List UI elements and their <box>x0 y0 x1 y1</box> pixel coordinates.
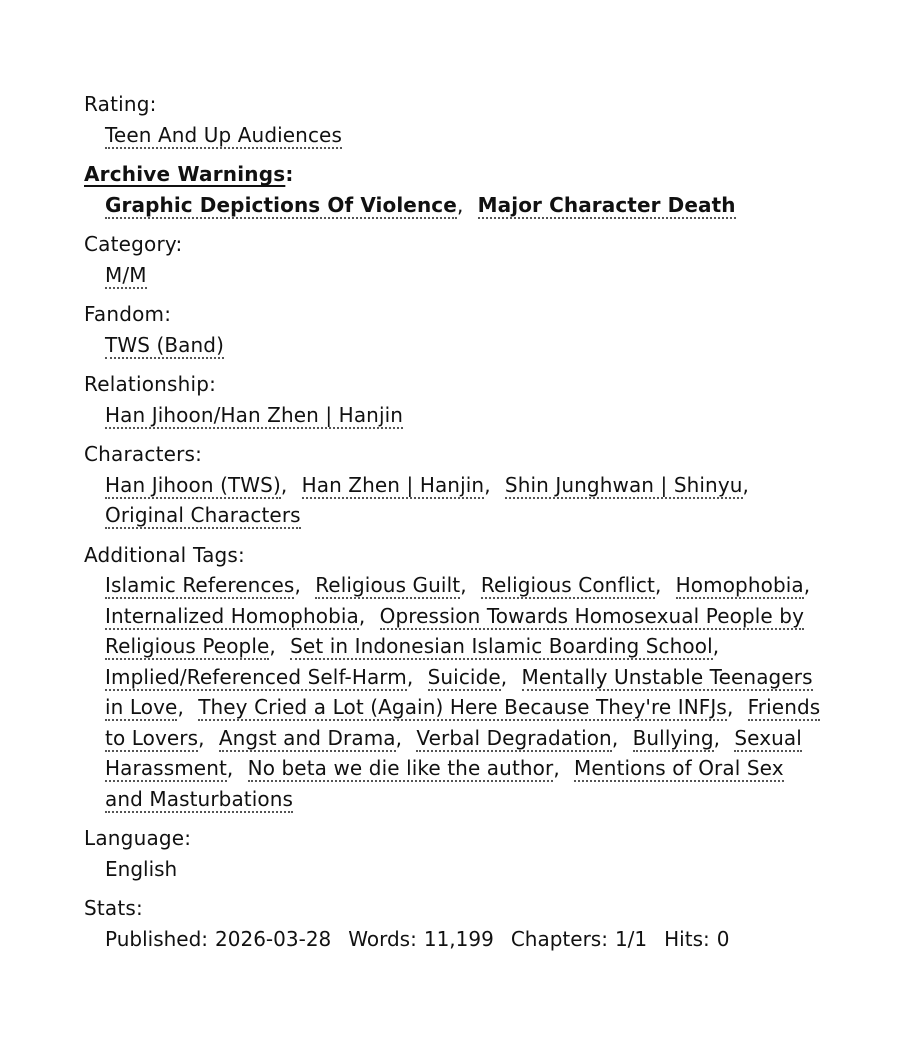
chapters-label: Chapters: <box>510 926 608 951</box>
tag-separator: , <box>198 725 205 750</box>
freeform-tag[interactable]: Internalized Homophobia <box>105 603 359 628</box>
tag-separator: , <box>500 664 508 689</box>
character-tags <box>84 470 824 531</box>
tag-separator: , <box>269 634 276 658</box>
freeform-tag[interactable]: Islamic References <box>105 573 295 597</box>
words-label: Words: <box>348 926 417 951</box>
tag-separator: , <box>395 725 403 750</box>
language-value: English <box>105 856 178 881</box>
warnings-label <box>84 159 824 190</box>
freeform-tags <box>84 570 824 814</box>
tag-separator: , <box>712 634 720 658</box>
category-group <box>84 229 824 290</box>
words-value: 11,199 <box>423 926 494 951</box>
freeform-tag[interactable]: Bullying <box>632 725 714 750</box>
tag-separator: , <box>226 756 234 780</box>
additional-tags-label: Additional Tags: <box>84 542 245 567</box>
rating-label: Rating: <box>84 92 157 116</box>
tag-separator: , <box>713 725 720 750</box>
fandom-tags <box>84 330 824 361</box>
freeform-tag[interactable]: Sexual Harassment <box>105 725 802 780</box>
relationship-tags <box>84 400 824 431</box>
category-tags <box>84 260 824 291</box>
tag-separator: , <box>294 573 301 597</box>
character-tag[interactable]: Original Characters <box>105 503 301 527</box>
published-label: Published: <box>105 926 209 951</box>
fandom-label: Fandom: <box>84 302 172 326</box>
freeform-tag[interactable]: Religious Guilt <box>315 573 461 597</box>
characters-group <box>84 439 824 531</box>
characters-label: Characters: <box>84 442 203 466</box>
freeform-tag[interactable]: Homophobia <box>675 573 804 597</box>
archive-warnings-link[interactable]: Archive Warnings <box>84 162 286 186</box>
relationship-tag[interactable]: Han Jihoon/Han Zhen | Hanjin <box>105 402 404 427</box>
category-label: Category: <box>84 232 183 256</box>
stats-values <box>84 924 824 955</box>
rating-tags <box>84 120 824 151</box>
freeform-tag[interactable]: Mentally Unstable Teenagers in Love <box>105 664 813 719</box>
freeform-tag[interactable]: Opression Towards Homosexual People by Religious People <box>105 603 805 658</box>
tag-separator: , <box>460 573 467 597</box>
fandom-tag[interactable]: TWS (Band) <box>105 332 224 357</box>
freeform-tag[interactable]: Suicide <box>427 664 501 689</box>
published-value: 2026-03-28 <box>215 926 332 951</box>
stats-group <box>84 893 824 954</box>
warning-tag[interactable]: Graphic Depictions Of Violence <box>105 192 457 217</box>
warning-tags <box>84 190 824 221</box>
freeform-tag[interactable]: Verbal Degradation <box>416 725 612 750</box>
category-tag[interactable]: M/M <box>105 262 147 287</box>
rating-group <box>84 89 824 150</box>
language-group <box>84 823 824 884</box>
tag-separator: , <box>803 573 811 597</box>
freeform-tag[interactable]: No beta we die like the author <box>247 756 554 780</box>
rating-tag[interactable]: Teen And Up Audiences <box>105 122 342 147</box>
freeform-tag[interactable]: They Cried a Lot (Again) Here Because They're INFJs <box>198 695 727 719</box>
hits-label: Hits: <box>664 926 710 951</box>
tag-separator: , <box>742 472 749 497</box>
tag-separator: , <box>280 472 288 497</box>
freeform-tag[interactable]: Religious Conflict <box>480 573 655 597</box>
relationship-label: Relationship: <box>84 372 217 396</box>
freeform-tag[interactable]: Set in Indonesian Islamic Boarding School <box>290 634 713 658</box>
warnings-group <box>84 159 824 220</box>
character-tag[interactable]: Han Jihoon (TWS) <box>105 472 281 497</box>
character-tag[interactable]: Shin Junghwan | Shinyu <box>504 472 743 497</box>
freeform-tag[interactable]: Implied/Referenced Self-Harm <box>105 664 407 689</box>
freeform-tag[interactable]: Angst and Drama <box>218 725 396 750</box>
tag-separator: , <box>456 192 464 217</box>
tag-separator: , <box>484 472 491 497</box>
fandom-group <box>84 299 824 360</box>
tag-separator: , <box>177 695 184 719</box>
language-label: Language: <box>84 826 192 850</box>
tag-separator: , <box>726 695 734 719</box>
tag-separator: , <box>406 664 414 689</box>
freeform-tag[interactable]: Mentions of Oral Sex and Masturbations <box>105 756 784 811</box>
relationship-group <box>84 369 824 430</box>
additional-tags-group <box>84 540 824 815</box>
character-tag[interactable]: Han Zhen | Hanjin <box>301 472 485 497</box>
tag-separator: , <box>611 725 619 750</box>
freeform-tag[interactable]: Friends to Lovers <box>105 695 821 750</box>
chapters-value: 1/1 <box>614 926 648 951</box>
tag-separator: , <box>553 756 560 780</box>
warning-tag[interactable]: Major Character Death <box>477 192 736 217</box>
tag-separator: , <box>654 573 662 597</box>
work-meta <box>84 89 824 963</box>
stats-label: Stats: <box>84 896 143 920</box>
warnings-label-suffix: : <box>285 162 294 186</box>
tag-separator: , <box>358 603 366 628</box>
hits-value: 0 <box>716 926 730 951</box>
